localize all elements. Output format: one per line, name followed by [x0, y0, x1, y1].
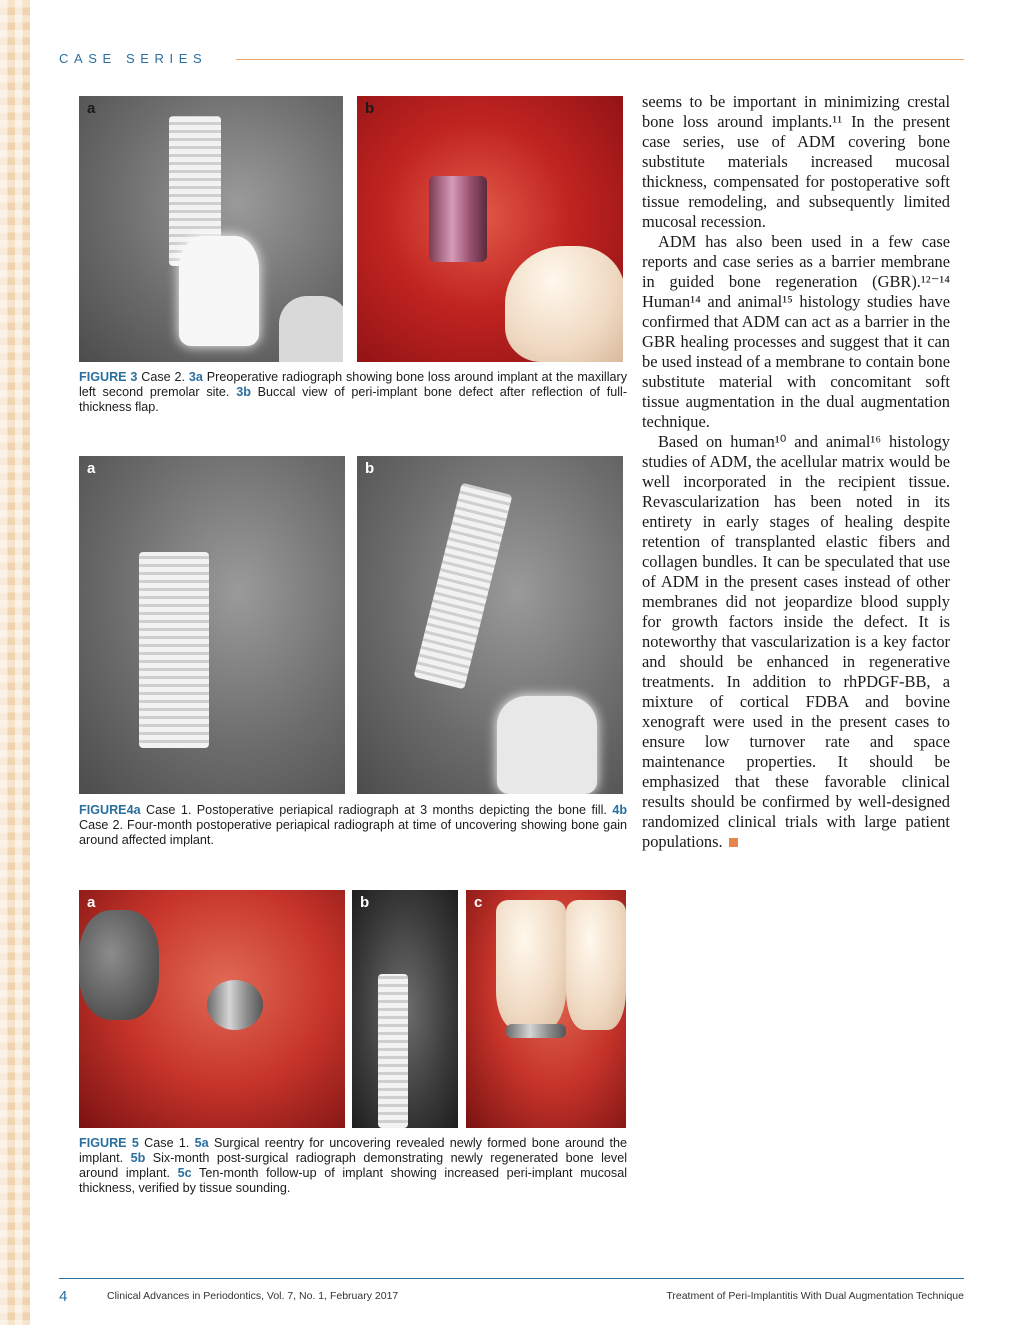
figure-4a-label: a: [87, 460, 96, 477]
figure-3a-label: a: [87, 100, 96, 117]
figure-4-label: FIGURE: [79, 803, 127, 817]
figure-5c-text: Ten-month follow-up of implant showing increased peri-implant mucosal thickness, verified by tissue sounding.: [79, 1166, 627, 1195]
figure-4a-radiograph: [79, 456, 345, 794]
figure-5b-radiograph: [352, 890, 458, 1128]
figure-3a-text: Preoperative radiograph showing bone loss around implant at the maxillary left second premolar site.: [79, 370, 628, 399]
adjacent-tooth: [505, 246, 623, 362]
figure-3a-radiograph: [79, 96, 343, 362]
figure-4b-ref: 4b: [612, 803, 628, 817]
journal-citation: Clinical Advances in Periodontics, Vol. 7, No. 1, February 2017: [107, 1290, 399, 1302]
body-paragraph-1: seems to be important in minimizing crestal bone loss around implants.¹¹ In the present case series, use of ADM covering bone substitute materials increased mucosal thickness, compensated for postoperative soft tissue remodeling, and subsequently limited mucosal recession.: [642, 92, 950, 231]
figure-5b-ref: 5b: [130, 1151, 146, 1165]
body-paragraph-3: Based on human¹⁰ and animal¹⁶ histology studies of ADM, the acellular matrix would be well incorporated in the recipient tissue. Revascularization has been noted in its entirety in early stages of healing despite retention of transplanted elastic fibers and collagen bundles. It can be speculated that use of ADM in the present cases instead of other membranes did not jeopardize blood supply for growth factors inside the defect. It is noteworthy that vascularization is a key factor and should be enhanced in regenerative treatments. In addition to rhPDGF-BB, a mixture of cortical FDBA and bovine xenograft were used in the present cases to ensure low turnover rate and space maintenance properties. It should be emphasized that these favorable clinical results should be confirmed by well-designed randomized clinical trials with large patient populations.: [642, 432, 950, 851]
decorative-edge-pattern: [0, 0, 30, 1325]
figure-5-label: FIGURE 5: [79, 1136, 139, 1150]
crown-left: [496, 900, 566, 1030]
figure-5a-clinical-photo: [79, 890, 345, 1128]
implant-abutment: [429, 176, 487, 262]
figure-5a-label: a: [87, 894, 96, 911]
implant-shape: [139, 552, 209, 748]
figure-5c-label: c: [474, 894, 483, 911]
end-of-article-mark: [729, 838, 738, 847]
figure-4-caption: [79, 803, 627, 848]
figure-3b-text: Buccal view of peri-implant bone defect after reflection of full-thickness flap.: [79, 385, 628, 414]
figure-5a-ref: 5a: [194, 1136, 209, 1150]
figure-5c-ref: 5c: [177, 1166, 192, 1180]
figure-3-label: FIGURE 3: [79, 370, 138, 384]
figure-4a-ref: 4a: [126, 803, 141, 817]
figure-3a-ref: 3a: [188, 370, 203, 384]
footer-rule: [59, 1278, 964, 1279]
figure-3b-ref: 3b: [236, 385, 251, 399]
figure-5-caption: [79, 1136, 627, 1196]
running-title: Treatment of Peri-Implantitis With Dual Augmentation Technique: [666, 1290, 964, 1302]
page-number: 4: [59, 1288, 68, 1305]
implant-shape: [378, 974, 408, 1128]
figure-5b-label: b: [360, 894, 370, 911]
section-header: CASE SERIES: [59, 51, 208, 66]
bone-gain-shape: [497, 696, 597, 794]
figure-5-lead: Case 1.: [144, 1136, 190, 1150]
implant-head: [207, 980, 263, 1030]
figure-5a-text: Surgical reentry for uncovering revealed newly formed bone around the implant.: [79, 1136, 628, 1165]
figure-3b-clinical-photo: [357, 96, 623, 362]
body-text-column: [642, 92, 950, 852]
adjacent-tooth: [79, 910, 159, 1020]
figure-4b-label: b: [365, 460, 375, 477]
figure-4a-text: Case 1. Postoperative periapical radiograph at 3 months depicting the bone fill.: [146, 803, 607, 817]
figure-3-lead: Case 2.: [141, 370, 186, 384]
figure-4b-text: Case 2. Four-month postoperative periapical radiograph at time of uncovering showing bone gain around affected implant.: [79, 818, 627, 847]
implant-collar: [506, 1024, 566, 1038]
crown-shape: [179, 236, 259, 346]
implant-shape: [414, 483, 513, 690]
header-rule: [236, 59, 964, 60]
figure-5c-clinical-photo: [466, 890, 626, 1128]
body-paragraph-2: ADM has also been used in a few case reports and case series as a barrier membrane in guided bone regeneration (GBR).¹²⁻¹⁴ Human¹⁴ and animal¹⁵ histology studies have confirmed that ADM can act as a barrier in the GBR healing processes and suggest that it can be used instead of a membrane to contain bone substitute material with concomitant soft tissue augmentation in the dual augmentation technique.: [642, 232, 950, 431]
figure-3b-label: b: [365, 100, 375, 117]
adjacent-tooth: [279, 296, 343, 362]
figure-3-caption: [79, 370, 627, 415]
figure-5b-text: Six-month post-surgical radiograph demonstrating newly regenerated bone level around implant.: [79, 1151, 627, 1180]
figure-4b-radiograph: [357, 456, 623, 794]
crown-right: [566, 900, 626, 1030]
